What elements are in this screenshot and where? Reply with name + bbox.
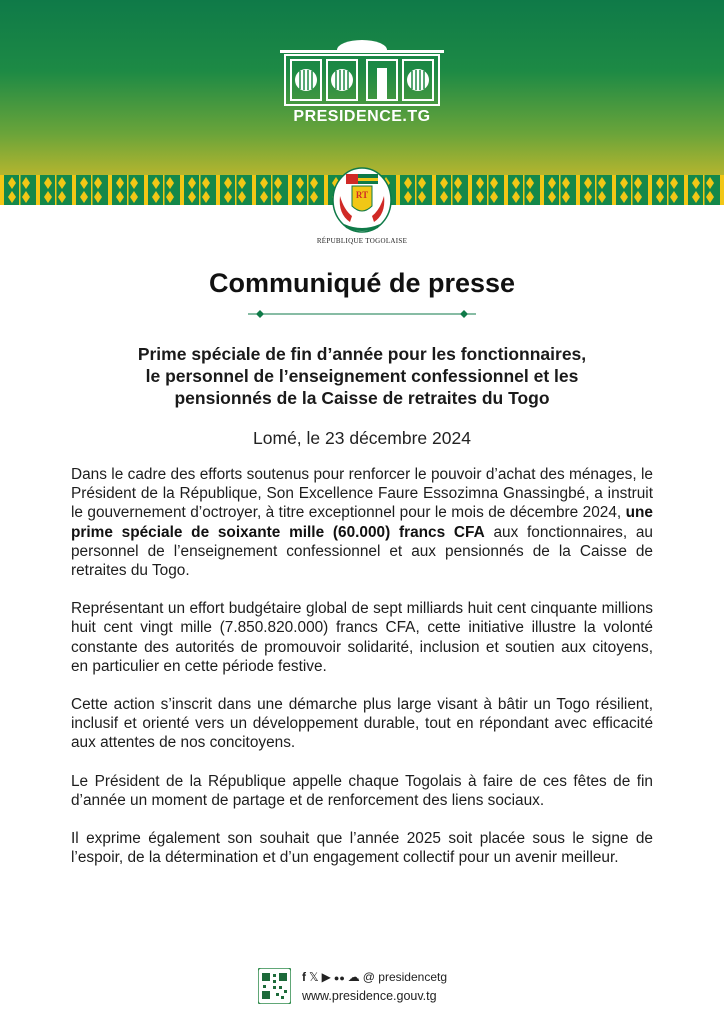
seal-letters: RT — [355, 190, 369, 200]
subtitle-line: Prime spéciale de fin d’année pour les fonctionnaires, — [137, 344, 587, 364]
presidential-palace-icon — [277, 40, 447, 108]
subtitle-line: pensionnés de la Caisse de retraites du Togo — [174, 388, 550, 408]
facebook-icon[interactable]: f — [302, 970, 306, 984]
social-links — [302, 970, 447, 984]
brand-name: PRESIDENCE.TG — [293, 108, 431, 125]
footer — [258, 968, 518, 1008]
qr-code-icon[interactable] — [258, 968, 291, 1004]
paragraph-5: Il exprime également son souhait que l’année 2025 soit placée sous le signe de l’espoir, de la détermination et d’un engagement collectif pour un avenir meilleur. — [71, 830, 653, 867]
website-link[interactable]: www.presidence.gouv.tg — [302, 989, 437, 1003]
paragraph-1-text-end: aux fonctionnaires, au personnel de l’enseignement confessionnel et aux pensionnés de la Caisse de retraites du Togo. — [71, 523, 653, 580]
x-icon[interactable]: 𝕏 — [309, 970, 319, 984]
youtube-icon[interactable]: ▶ — [321, 970, 331, 984]
flickr-icon[interactable]: ●● — [333, 973, 345, 983]
paragraph-3: Cette action s’inscrit dans une démarche plus large visant à bâtir un Togo résilient, inclusif et orienté vers un développement durable, tout en répondant avec efficacité aux attentes de nos concitoyens. — [71, 696, 653, 752]
subtitle-line: le personnel de l’enseignement confessionnel et les — [145, 366, 579, 386]
document-title: Communiqué de presse — [208, 268, 516, 298]
paragraph-2: Représentant un effort budgétaire global de sept milliards huit cent cinquante millions huit cent vingt mille (7.850.820.000) francs CFA, cette initiative illustre la volonté constante des autorités de promouvoir solidarité, inclusion et soutien aux citoyens, en particulier en cette période festive. — [71, 600, 653, 675]
document-subtitle — [90, 343, 634, 409]
header-banner — [0, 0, 724, 178]
social-handle[interactable]: @ presidencetg — [362, 970, 448, 984]
paragraph-1-text: Dans le cadre des efforts soutenus pour renforcer le pouvoir d’achat des ménages, le Président de la République, Son Excellence Faure Essozimna Gnassingbé, a instruit le gouvernement d’octroyer, à titre exceptionnel pour le mois de décembre 2024, — [71, 466, 653, 522]
seal-caption: RÉPUBLIQUE TOGOLAISE — [316, 237, 408, 245]
soundcloud-icon[interactable]: ☁ — [347, 970, 360, 984]
dateline: Lomé, le 23 décembre 2024 — [253, 428, 471, 448]
title-divider — [248, 309, 476, 319]
communique-body — [71, 465, 653, 886]
coat-of-arms-icon — [330, 166, 394, 236]
prime-amount-highlight: une prime spéciale de soixante mille (60.000) francs CFA — [71, 504, 653, 541]
paragraph-1 — [71, 465, 653, 580]
paragraph-4: Le Président de la République appelle chaque Togolais à faire de ces fêtes de fin d’année un moment de partage et de renforcement des liens sociaux. — [71, 772, 653, 809]
